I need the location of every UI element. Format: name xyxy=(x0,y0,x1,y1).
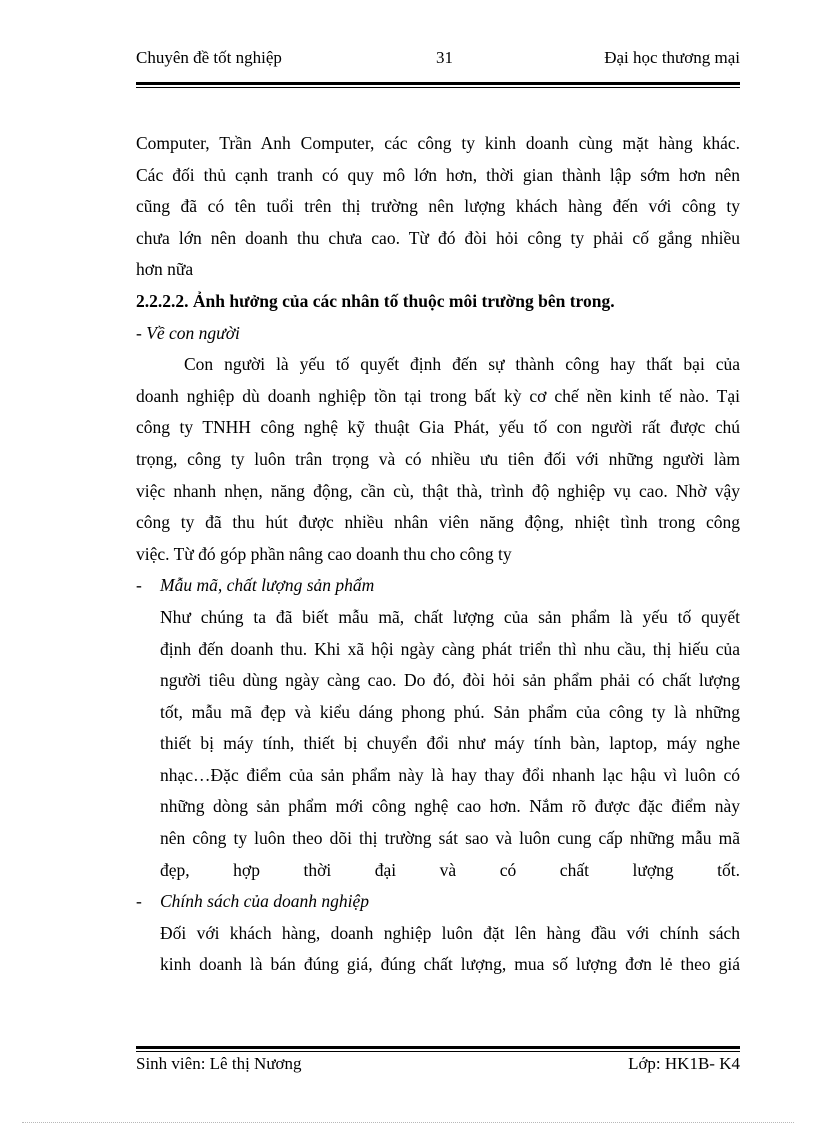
footer-student: Sinh viên: Lê thị Nương xyxy=(136,1054,302,1073)
text-line: trọng, công ty luôn trân trọng và có nhiều ưu tiên đối với những người làm xyxy=(136,448,740,469)
text-line: nên công ty luôn theo dõi thị trường sát sao và luôn cung cấp những mẫu mã xyxy=(160,828,740,849)
header-left: Chuyên đề tốt nghiệp xyxy=(136,48,282,67)
text-line: đẹp, hợp thời đại và có chất lượng tốt. xyxy=(160,859,740,880)
paragraph-4 xyxy=(136,918,740,981)
page-body xyxy=(136,128,740,981)
footer-rule xyxy=(136,1046,740,1049)
subheading-product-label: Mẫu mã, chất lượng sản phẩm xyxy=(160,575,375,596)
text-line: định đến doanh thu. Khi xã hội ngày càng phát triển thì nhu cầu, thị hiếu của xyxy=(160,638,740,659)
text-line: cũng đã có tên tuổi trên thị trường nên lượng khách hàng đến với công ty xyxy=(136,196,740,217)
section-heading: 2.2.2.2. Ảnh hưởng của các nhân tố thuộc môi trường bên trong. xyxy=(136,290,615,311)
text-line: chưa lớn nên doanh thu chưa cao. Từ đó đòi hỏi công ty phải cố gắng nhiều xyxy=(136,227,740,248)
text-line: việc nhanh nhẹn, năng động, cần cù, thật thà, trình độ nghiệp vụ cao. Nhờ vậy xyxy=(136,480,740,501)
text-line: Các đối thủ cạnh tranh có quy mô lớn hơn, thời gian thành lập sớm hơn nên xyxy=(136,164,740,185)
text-line: tốt, mẫu mã đẹp và kiểu dáng phong phú. Sản phẩm của công ty là những xyxy=(160,701,740,722)
paragraph-2 xyxy=(136,349,740,570)
text-line: nhạc…Đặc điểm của sản phẩm này là hay thay đổi nhanh lạc hậu vì luôn có xyxy=(160,764,740,785)
page-footer xyxy=(136,1054,740,1078)
text-line: Con người là yếu tố quyết định đến sự thành công hay thất bại của xyxy=(184,354,740,375)
paragraph-1 xyxy=(136,128,740,286)
page-header xyxy=(136,48,740,72)
text-line: Như chúng ta đã biết mẫu mã, chất lượng của sản phẩm là yếu tố quyết xyxy=(160,606,740,627)
header-right: Đại học thương mại xyxy=(604,48,740,67)
text-line: Đối với khách hàng, doanh nghiệp luôn đặt lên hàng đầu với chính sách xyxy=(160,922,740,943)
page-number: 31 xyxy=(436,48,453,67)
subheading-product xyxy=(136,570,740,602)
text-line: việc. Từ đó góp phần nâng cao doanh thu cho công ty xyxy=(136,543,512,564)
subheading-people: - Về con người xyxy=(136,322,240,343)
header-rule xyxy=(136,82,740,85)
text-line: kinh doanh là bán đúng giá, đúng chất lượng, mua số lượng đơn lẻ theo giá xyxy=(160,954,740,975)
text-line: thiết bị máy tính, thiết bị chuyển đổi như máy tính bàn, laptop, máy nghe xyxy=(160,733,740,754)
text-line: công ty TNHH công nghệ kỹ thuật Gia Phát, yếu tố con người rất được chú xyxy=(136,417,740,438)
subheading-policy xyxy=(136,886,740,918)
paragraph-3 xyxy=(136,602,740,886)
subheading-policy-label: Chính sách của doanh nghiệp xyxy=(160,891,370,912)
bullet-dash: - xyxy=(136,575,142,596)
text-line: công ty đã thu hút được nhiều nhân viên năng động, nhiệt tình trong công xyxy=(136,512,740,533)
text-line: người tiêu dùng ngày càng cao. Do đó, đòi hỏi sản phẩm phải có chất lượng xyxy=(160,670,740,691)
text-line: doanh nghiệp dù doanh nghiệp tồn tại trong bất kỳ cơ chế nền kinh tế nào. Tại xyxy=(136,385,740,406)
text-line: những dòng sản phẩm mới công nghệ cao hơn. Nắm rõ được đặc điểm này xyxy=(160,796,740,817)
text-line: hơn nữa xyxy=(136,259,194,280)
footer-class: Lớp: HK1B- K4 xyxy=(628,1054,740,1073)
bullet-dash: - xyxy=(136,891,142,912)
text-line: Computer, Trần Anh Computer, các công ty kinh doanh cùng mặt hàng khác. xyxy=(136,133,740,153)
